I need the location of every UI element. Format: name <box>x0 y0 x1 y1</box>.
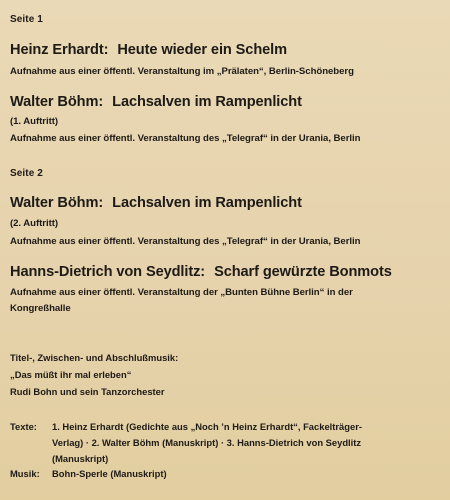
credits-musik-label: Musik: <box>10 468 40 479</box>
side-1-label: Seite 1 <box>10 14 43 25</box>
track-3-detail: Aufnahme aus einer öffentl. Veranstaltung des „Telegraf“ in der Urania, Berlin <box>10 236 361 247</box>
credits-musik-text: Bohn-Sperle (Manuskript) <box>52 468 167 479</box>
track-1-title-line <box>10 42 287 58</box>
credits-texte-row-2 <box>10 437 450 453</box>
track-1-detail: Aufnahme aus einer öffentl. Veranstaltung im „Prälaten“, Berlin-Schöneberg <box>10 66 354 77</box>
credits-texte-label: Texte: <box>10 421 37 432</box>
track-3-title: Lachsalven im Rampenlicht <box>112 195 302 211</box>
track-2-title-line <box>10 94 302 110</box>
track-2-title: Lachsalven im Rampenlicht <box>112 94 302 110</box>
credits-texte-row-1 <box>10 421 450 437</box>
track-4-title: Scharf gewürzte Bonmots <box>214 264 392 280</box>
track-4-title-line <box>10 264 392 280</box>
credits-texte-row-3 <box>10 453 450 469</box>
track-2-artist: Walter Böhm: <box>10 94 104 110</box>
credits-musik-row <box>10 468 450 484</box>
credits-texte-line-1: 1. Heinz Erhardt (Gedichte aus „Noch ’n Heinz Erhardt“, Fackelträger- <box>52 421 362 432</box>
credits-texte-line-2: Verlag) · 2. Walter Böhm (Manuskript) · 3. Hanns-Dietrich von Seydlitz <box>52 437 362 448</box>
track-4-detail-line-2: Kongreßhalle <box>10 303 71 314</box>
track-4-detail-line-1: Aufnahme aus einer öffentl. Veranstaltung der „Bunten Bühne Berlin“ in der <box>10 287 353 298</box>
track-1-title: Heute wieder ein Schelm <box>117 42 287 58</box>
music-performer: Rudi Bohn und sein Tanzorchester <box>10 386 165 397</box>
track-3-artist: Walter Böhm: <box>10 195 104 211</box>
track-2-sub: (1. Auftritt) <box>10 116 59 127</box>
credits-texte-line-3: (Manuskript) <box>52 453 109 464</box>
side-2-label: Seite 2 <box>10 168 43 179</box>
track-1-artist: Heinz Erhardt: <box>10 42 109 58</box>
track-4-artist: Hanns-Dietrich von Seydlitz: <box>10 264 206 280</box>
track-3-title-line <box>10 195 302 211</box>
music-heading: Titel-, Zwischen- und Abschlußmusik: <box>10 352 179 363</box>
track-2-detail: Aufnahme aus einer öffentl. Veranstaltung des „Telegraf“ in der Urania, Berlin <box>10 133 361 144</box>
track-3-sub: (2. Auftritt) <box>10 218 59 229</box>
music-song: „Das müßt ihr mal erleben“ <box>10 369 132 380</box>
